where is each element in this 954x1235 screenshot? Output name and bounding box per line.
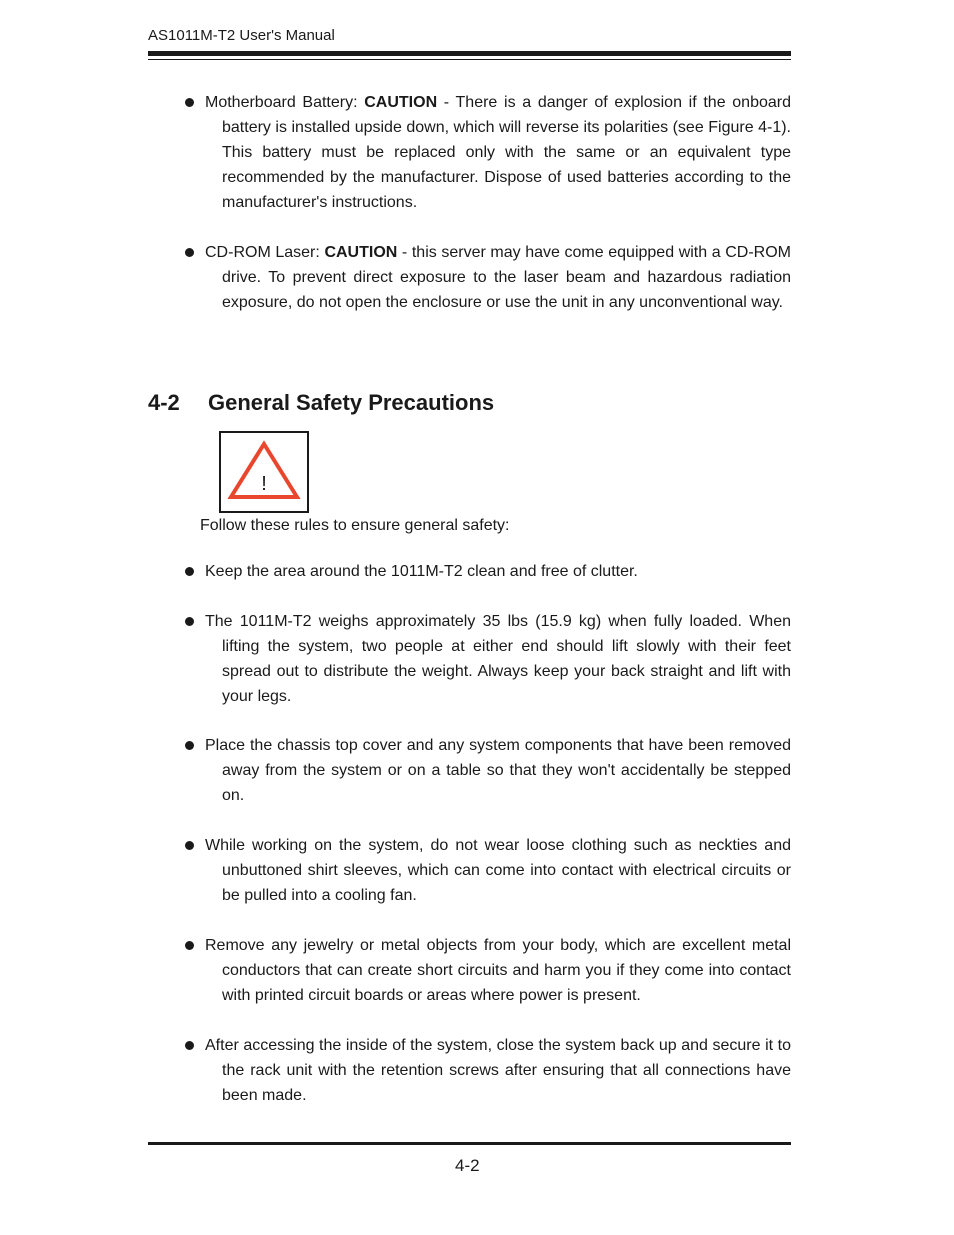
safety-rule bbox=[205, 933, 791, 1008]
caution-lead: CD-ROM Laser: bbox=[205, 244, 325, 261]
rule-text: The 1011M-T2 weighs approximately 35 lbs (15.9 kg) when fully loaded. When lifting the system, two people at either end should lift slowly with their feet spread out to distribute the weight. Always keep your back straight and lift with your legs. bbox=[205, 613, 791, 705]
caution-label: CAUTION bbox=[324, 244, 398, 261]
warning-box bbox=[219, 431, 309, 513]
rule-text: Keep the area around the 1011M-T2 clean and free of clutter. bbox=[205, 563, 638, 580]
caution-item-cdrom bbox=[205, 240, 792, 315]
intro-text: Follow these rules to ensure general safety: bbox=[200, 517, 510, 534]
section-number: 4-2 bbox=[148, 390, 180, 415]
header-rule-thin bbox=[148, 59, 791, 60]
page-number: 4-2 bbox=[455, 1156, 480, 1175]
rule-text: Remove any jewelry or metal objects from your body, which are excellent metal conductors that can create short circuits and harm you if they come into contact with printed circuit boards or areas where power is present. bbox=[205, 937, 791, 1004]
bullet-icon bbox=[185, 1041, 194, 1050]
page-header-title: AS1011M-T2 User's Manual bbox=[148, 27, 335, 44]
bullet-icon bbox=[185, 841, 194, 850]
rule-text: While working on the system, do not wear loose clothing such as neckties and unbuttoned shirt sleeves, which can come into contact with electrical circuits or be pulled into a cooling fan. bbox=[205, 837, 791, 904]
footer-rule bbox=[148, 1142, 791, 1145]
caution-text: - this server may have come equipped with a CD-ROM drive. To prevent direct exposure to the laser beam and hazardous radiation exposure, do not open the enclosure or use the unit in any unconventional way. bbox=[222, 244, 792, 311]
section-title: General Safety Precautions bbox=[208, 390, 495, 415]
safety-rule bbox=[205, 733, 791, 808]
bullet-icon bbox=[185, 567, 194, 576]
header-rule bbox=[148, 51, 791, 56]
section-heading bbox=[148, 389, 494, 417]
rule-text: After accessing the inside of the system, close the system back up and secure it to the rack unit with the retention screws after ensuring that all connections have been made. bbox=[205, 1037, 791, 1104]
bullet-icon bbox=[185, 617, 194, 626]
bullet-icon bbox=[185, 941, 194, 950]
bullet-icon bbox=[185, 98, 194, 107]
safety-rule bbox=[205, 1033, 791, 1108]
caution-item-battery bbox=[205, 90, 792, 215]
caution-text: - There is a danger of explosion if the onboard battery is installed upside down, which will reverse its polarities (see Figure 4-1). This battery must be replaced only with the same or an equivalent type recommended by the manufacturer. Dispose of used batteries according to the manufacturer's instructions. bbox=[222, 94, 792, 211]
safety-rule bbox=[205, 833, 791, 908]
warning-glyph: ! bbox=[261, 473, 267, 495]
safety-rule bbox=[205, 609, 791, 709]
warning-triangle-icon bbox=[227, 437, 301, 503]
caution-label: CAUTION bbox=[364, 94, 438, 111]
bullet-icon bbox=[185, 741, 194, 750]
safety-rule bbox=[205, 559, 791, 584]
caution-lead: Motherboard Battery: bbox=[205, 94, 365, 111]
bullet-icon bbox=[185, 248, 194, 257]
rule-text: Place the chassis top cover and any system components that have been removed away from the system or on a table so that they won't accidentally be stepped on. bbox=[205, 737, 791, 804]
